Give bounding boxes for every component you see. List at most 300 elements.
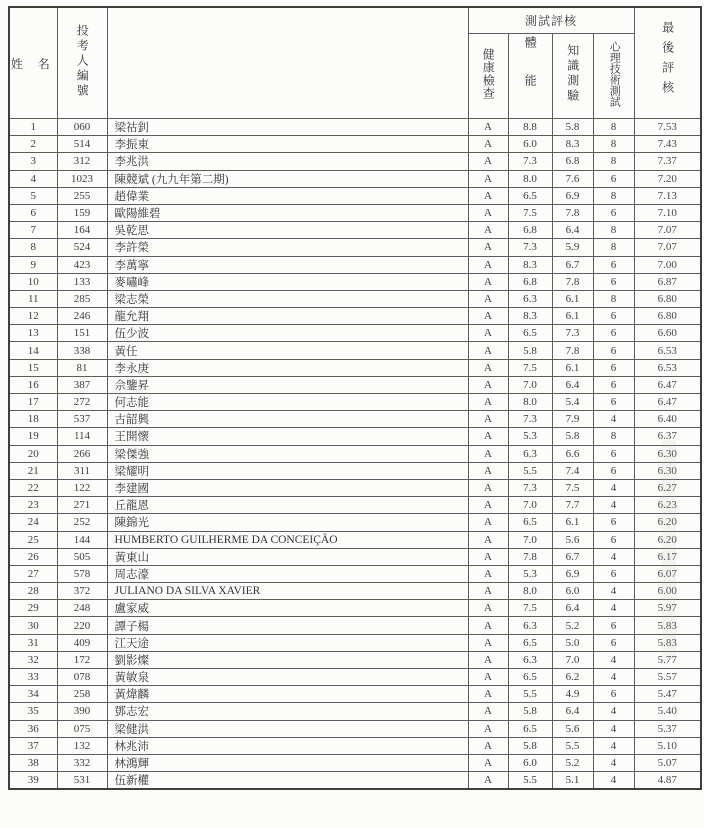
final-score-cell: 6.80 [634, 290, 701, 307]
knowledge-score-cell: 5.2 [552, 754, 593, 771]
candidate-id-cell: 144 [57, 531, 107, 548]
knowledge-score-cell: 7.9 [552, 411, 593, 428]
table-row [9, 428, 701, 445]
row-number-cell: 9 [9, 256, 57, 273]
table-row [9, 359, 701, 376]
psych-score-cell: 4 [593, 754, 634, 771]
psych-score-cell: 6 [593, 342, 634, 359]
final-score-cell: 6.47 [634, 394, 701, 411]
results-table [8, 6, 702, 790]
final-score-cell: 7.07 [634, 222, 701, 239]
table-row [9, 651, 701, 668]
final-score-cell: 7.43 [634, 136, 701, 153]
knowledge-score-cell: 7.0 [552, 651, 593, 668]
physical-score-cell: 7.3 [508, 411, 552, 428]
final-score-cell: 7.20 [634, 170, 701, 187]
health-check-cell: A [468, 600, 508, 617]
table-row [9, 754, 701, 771]
row-number-cell: 5 [9, 187, 57, 204]
row-number-cell: 22 [9, 479, 57, 496]
health-check-cell: A [468, 290, 508, 307]
physical-score-cell: 7.0 [508, 531, 552, 548]
final-score-cell: 6.37 [634, 428, 701, 445]
psych-score-cell: 6 [593, 273, 634, 290]
candidate-id-cell: 537 [57, 411, 107, 428]
psych-score-cell: 8 [593, 428, 634, 445]
health-check-cell: A [468, 548, 508, 565]
candidate-id-cell: 248 [57, 600, 107, 617]
table-row [9, 445, 701, 462]
knowledge-score-cell: 7.5 [552, 479, 593, 496]
health-check-cell: A [468, 256, 508, 273]
psych-score-cell: 4 [593, 411, 634, 428]
health-check-cell: A [468, 153, 508, 170]
candidate-id-cell: 285 [57, 290, 107, 307]
candidate-id-cell: 409 [57, 634, 107, 651]
table-row [9, 308, 701, 325]
candidate-id-cell: 578 [57, 565, 107, 582]
final-score-cell: 6.07 [634, 565, 701, 582]
final-score-cell: 6.40 [634, 411, 701, 428]
header-name-label: 姓 名 [10, 56, 56, 71]
health-check-cell: A [468, 136, 508, 153]
psych-score-cell: 8 [593, 290, 634, 307]
header-health-check-label: 健康檢查 [481, 48, 496, 100]
header-physical [508, 34, 552, 119]
final-score-cell: 6.80 [634, 308, 701, 325]
table-row [9, 187, 701, 204]
psych-score-cell: 6 [593, 634, 634, 651]
header-name [9, 7, 57, 119]
psych-score-cell: 6 [593, 462, 634, 479]
final-score-cell: 5.57 [634, 669, 701, 686]
physical-score-cell: 8.3 [508, 256, 552, 273]
final-score-cell: 7.07 [634, 239, 701, 256]
row-number-cell: 29 [9, 600, 57, 617]
header-psych-test [593, 34, 634, 119]
name-cell: 古韶興 [107, 411, 468, 428]
table-row [9, 256, 701, 273]
health-check-cell: A [468, 445, 508, 462]
final-score-cell: 4.87 [634, 772, 701, 790]
physical-score-cell: 7.0 [508, 376, 552, 393]
header-psych-test-label: 心理技術測試 [608, 41, 621, 107]
table-header [9, 7, 701, 119]
physical-score-cell: 8.8 [508, 119, 552, 136]
row-number-cell: 10 [9, 273, 57, 290]
psych-score-cell: 4 [593, 583, 634, 600]
table-row [9, 669, 701, 686]
name-cell: 黃東山 [107, 548, 468, 565]
row-number-cell: 36 [9, 720, 57, 737]
row-number-cell: 26 [9, 548, 57, 565]
knowledge-score-cell: 6.0 [552, 583, 593, 600]
name-cell: 伍新權 [107, 772, 468, 790]
knowledge-score-cell: 6.9 [552, 187, 593, 204]
knowledge-score-cell: 5.8 [552, 119, 593, 136]
final-score-cell: 6.30 [634, 462, 701, 479]
psych-score-cell: 4 [593, 737, 634, 754]
knowledge-score-cell: 8.3 [552, 136, 593, 153]
name-cell: 歐陽維碧 [107, 204, 468, 221]
health-check-cell: A [468, 479, 508, 496]
psych-score-cell: 4 [593, 720, 634, 737]
physical-score-cell: 7.5 [508, 359, 552, 376]
candidate-id-cell: 255 [57, 187, 107, 204]
name-cell: 黃煒麟 [107, 686, 468, 703]
physical-score-cell: 7.0 [508, 497, 552, 514]
psych-score-cell: 4 [593, 651, 634, 668]
psych-score-cell: 6 [593, 325, 634, 342]
knowledge-score-cell: 6.7 [552, 548, 593, 565]
physical-score-cell: 6.5 [508, 325, 552, 342]
physical-score-cell: 7.5 [508, 204, 552, 221]
physical-score-cell: 6.8 [508, 273, 552, 290]
physical-score-cell: 6.3 [508, 445, 552, 462]
row-number-cell: 18 [9, 411, 57, 428]
row-number-cell: 34 [9, 686, 57, 703]
physical-score-cell: 5.8 [508, 737, 552, 754]
psych-score-cell: 6 [593, 531, 634, 548]
candidate-id-cell: 220 [57, 617, 107, 634]
final-score-cell: 6.23 [634, 497, 701, 514]
knowledge-score-cell: 5.0 [552, 634, 593, 651]
final-score-cell: 7.13 [634, 187, 701, 204]
health-check-cell: A [468, 411, 508, 428]
knowledge-score-cell: 5.6 [552, 531, 593, 548]
name-cell: 陳錦光 [107, 514, 468, 531]
name-cell: 伍少波 [107, 325, 468, 342]
health-check-cell: A [468, 325, 508, 342]
candidate-id-cell: 164 [57, 222, 107, 239]
physical-score-cell: 5.3 [508, 428, 552, 445]
psych-score-cell: 6 [593, 170, 634, 187]
health-check-cell: A [468, 359, 508, 376]
knowledge-score-cell: 7.4 [552, 462, 593, 479]
header-knowledge [552, 34, 593, 119]
row-number-cell: 14 [9, 342, 57, 359]
name-cell: 梁耀明 [107, 462, 468, 479]
health-check-cell: A [468, 497, 508, 514]
row-number-cell: 31 [9, 634, 57, 651]
health-check-cell: A [468, 669, 508, 686]
row-number-cell: 20 [9, 445, 57, 462]
row-number-cell: 3 [9, 153, 57, 170]
row-number-cell: 23 [9, 497, 57, 514]
name-cell: 趙偉業 [107, 187, 468, 204]
physical-score-cell: 7.3 [508, 239, 552, 256]
knowledge-score-cell: 6.7 [552, 256, 593, 273]
table-row [9, 394, 701, 411]
psych-score-cell: 6 [593, 359, 634, 376]
physical-score-cell: 6.0 [508, 136, 552, 153]
header-health-check [468, 34, 508, 119]
table-row [9, 273, 701, 290]
table-row [9, 583, 701, 600]
name-cell: 林兆沛 [107, 737, 468, 754]
table-row [9, 600, 701, 617]
physical-score-cell: 8.3 [508, 308, 552, 325]
final-score-cell: 5.77 [634, 651, 701, 668]
psych-score-cell: 4 [593, 772, 634, 790]
table-body [9, 119, 701, 790]
final-score-cell: 6.87 [634, 273, 701, 290]
row-number-cell: 32 [9, 651, 57, 668]
table-row [9, 170, 701, 187]
knowledge-score-cell: 6.2 [552, 669, 593, 686]
name-cell: 林鴻輝 [107, 754, 468, 771]
header-final-score [634, 7, 701, 119]
psych-score-cell: 8 [593, 153, 634, 170]
health-check-cell: A [468, 170, 508, 187]
final-score-cell: 6.53 [634, 359, 701, 376]
final-score-cell: 5.47 [634, 686, 701, 703]
candidate-id-cell: 372 [57, 583, 107, 600]
table-row [9, 531, 701, 548]
health-check-cell: A [468, 772, 508, 790]
name-cell: 鄧志宏 [107, 703, 468, 720]
name-cell: 梁志榮 [107, 290, 468, 307]
table-row [9, 617, 701, 634]
physical-score-cell: 6.8 [508, 222, 552, 239]
knowledge-score-cell: 5.9 [552, 239, 593, 256]
table-row [9, 548, 701, 565]
health-check-cell: A [468, 703, 508, 720]
psych-score-cell: 8 [593, 136, 634, 153]
physical-score-cell: 6.5 [508, 669, 552, 686]
candidate-id-cell: 132 [57, 737, 107, 754]
psych-score-cell: 4 [593, 600, 634, 617]
row-number-cell: 28 [9, 583, 57, 600]
candidate-id-cell: 390 [57, 703, 107, 720]
health-check-cell: A [468, 428, 508, 445]
name-cell: 黃任 [107, 342, 468, 359]
physical-score-cell: 6.3 [508, 617, 552, 634]
row-number-cell: 16 [9, 376, 57, 393]
physical-score-cell: 5.3 [508, 565, 552, 582]
name-cell: JULIANO DA SILVA XAVIER [107, 583, 468, 600]
final-score-cell: 5.40 [634, 703, 701, 720]
knowledge-score-cell: 6.1 [552, 290, 593, 307]
psych-score-cell: 4 [593, 669, 634, 686]
final-score-cell: 6.20 [634, 531, 701, 548]
name-cell: 李永庚 [107, 359, 468, 376]
name-cell: 麥嘯峰 [107, 273, 468, 290]
name-cell: 何志能 [107, 394, 468, 411]
row-number-cell: 33 [9, 669, 57, 686]
psych-score-cell: 6 [593, 617, 634, 634]
table-row [9, 153, 701, 170]
physical-score-cell: 7.3 [508, 153, 552, 170]
header-physical-label: 體能 [523, 36, 538, 112]
health-check-cell: A [468, 617, 508, 634]
physical-score-cell: 5.8 [508, 342, 552, 359]
health-check-cell: A [468, 754, 508, 771]
psych-score-cell: 6 [593, 514, 634, 531]
table-row [9, 342, 701, 359]
header-candidate-no-label: 投考人編號 [75, 23, 90, 99]
table-row [9, 411, 701, 428]
physical-score-cell: 6.0 [508, 754, 552, 771]
candidate-id-cell: 060 [57, 119, 107, 136]
physical-score-cell: 8.0 [508, 394, 552, 411]
candidate-id-cell: 159 [57, 204, 107, 221]
candidate-id-cell: 266 [57, 445, 107, 462]
knowledge-score-cell: 7.8 [552, 204, 593, 221]
physical-score-cell: 5.8 [508, 703, 552, 720]
psych-score-cell: 8 [593, 119, 634, 136]
final-score-cell: 5.07 [634, 754, 701, 771]
candidate-id-cell: 272 [57, 394, 107, 411]
knowledge-score-cell: 6.4 [552, 376, 593, 393]
row-number-cell: 12 [9, 308, 57, 325]
physical-score-cell: 7.8 [508, 548, 552, 565]
candidate-id-cell: 1023 [57, 170, 107, 187]
candidate-id-cell: 075 [57, 720, 107, 737]
table-row [9, 720, 701, 737]
health-check-cell: A [468, 342, 508, 359]
table-row [9, 239, 701, 256]
table-row [9, 737, 701, 754]
final-score-cell: 7.37 [634, 153, 701, 170]
row-number-cell: 6 [9, 204, 57, 221]
table-row [9, 772, 701, 790]
health-check-cell: A [468, 737, 508, 754]
health-check-cell: A [468, 686, 508, 703]
table-row [9, 479, 701, 496]
table-row [9, 376, 701, 393]
physical-score-cell: 5.5 [508, 686, 552, 703]
psych-score-cell: 6 [593, 565, 634, 582]
name-cell: 佘鑒昇 [107, 376, 468, 393]
candidate-id-cell: 252 [57, 514, 107, 531]
candidate-id-cell: 311 [57, 462, 107, 479]
table-row [9, 325, 701, 342]
name-cell: 盧家威 [107, 600, 468, 617]
name-cell: 李萬寧 [107, 256, 468, 273]
name-cell: 丘龍恩 [107, 497, 468, 514]
health-check-cell: A [468, 634, 508, 651]
table-row [9, 565, 701, 582]
row-number-cell: 21 [9, 462, 57, 479]
final-score-cell: 5.83 [634, 634, 701, 651]
row-number-cell: 38 [9, 754, 57, 771]
row-number-cell: 27 [9, 565, 57, 582]
final-score-cell: 7.10 [634, 204, 701, 221]
physical-score-cell: 6.3 [508, 651, 552, 668]
knowledge-score-cell: 5.5 [552, 737, 593, 754]
final-score-cell: 6.00 [634, 583, 701, 600]
name-cell: 梁健洪 [107, 720, 468, 737]
name-cell: 梁祜釗 [107, 119, 468, 136]
knowledge-score-cell: 6.6 [552, 445, 593, 462]
knowledge-score-cell: 5.8 [552, 428, 593, 445]
candidate-id-cell: 505 [57, 548, 107, 565]
name-cell: 龍允翔 [107, 308, 468, 325]
row-number-cell: 7 [9, 222, 57, 239]
knowledge-score-cell: 7.7 [552, 497, 593, 514]
row-number-cell: 11 [9, 290, 57, 307]
row-number-cell: 2 [9, 136, 57, 153]
knowledge-score-cell: 6.1 [552, 514, 593, 531]
physical-score-cell: 8.0 [508, 583, 552, 600]
knowledge-score-cell: 6.4 [552, 703, 593, 720]
knowledge-score-cell: 7.3 [552, 325, 593, 342]
row-number-cell: 39 [9, 772, 57, 790]
health-check-cell: A [468, 204, 508, 221]
header-final-score-label: 最後評核 [660, 21, 675, 101]
health-check-cell: A [468, 651, 508, 668]
psych-score-cell: 6 [593, 376, 634, 393]
knowledge-score-cell: 7.6 [552, 170, 593, 187]
name-cell: 李許榮 [107, 239, 468, 256]
final-score-cell: 6.53 [634, 342, 701, 359]
candidate-id-cell: 338 [57, 342, 107, 359]
health-check-cell: A [468, 239, 508, 256]
physical-score-cell: 5.5 [508, 462, 552, 479]
health-check-cell: A [468, 462, 508, 479]
psych-score-cell: 8 [593, 187, 634, 204]
knowledge-score-cell: 7.8 [552, 342, 593, 359]
knowledge-score-cell: 5.6 [552, 720, 593, 737]
health-check-cell: A [468, 514, 508, 531]
health-check-cell: A [468, 720, 508, 737]
name-cell: 黃敏泉 [107, 669, 468, 686]
knowledge-score-cell: 6.4 [552, 600, 593, 617]
knowledge-score-cell: 6.8 [552, 153, 593, 170]
final-score-cell: 7.53 [634, 119, 701, 136]
candidate-id-cell: 258 [57, 686, 107, 703]
knowledge-score-cell: 5.2 [552, 617, 593, 634]
health-check-cell: A [468, 273, 508, 290]
health-check-cell: A [468, 119, 508, 136]
header-test-group: 測試評核 [468, 7, 634, 34]
table-row [9, 462, 701, 479]
row-number-cell: 1 [9, 119, 57, 136]
name-cell: 王開懷 [107, 428, 468, 445]
health-check-cell: A [468, 308, 508, 325]
candidate-id-cell: 122 [57, 479, 107, 496]
health-check-cell: A [468, 376, 508, 393]
psych-score-cell: 6 [593, 686, 634, 703]
physical-score-cell: 6.5 [508, 634, 552, 651]
header-blank [107, 7, 468, 119]
knowledge-score-cell: 6.1 [552, 308, 593, 325]
table-row [9, 204, 701, 221]
table-row [9, 290, 701, 307]
candidate-id-cell: 423 [57, 256, 107, 273]
candidate-id-cell: 332 [57, 754, 107, 771]
row-number-cell: 17 [9, 394, 57, 411]
table-row [9, 686, 701, 703]
final-score-cell: 5.97 [634, 600, 701, 617]
psych-score-cell: 8 [593, 222, 634, 239]
row-number-cell: 30 [9, 617, 57, 634]
psych-score-cell: 6 [593, 445, 634, 462]
knowledge-score-cell: 6.1 [552, 359, 593, 376]
final-score-cell: 6.60 [634, 325, 701, 342]
row-number-cell: 25 [9, 531, 57, 548]
candidate-id-cell: 524 [57, 239, 107, 256]
health-check-cell: A [468, 187, 508, 204]
psych-score-cell: 4 [593, 548, 634, 565]
final-score-cell: 5.37 [634, 720, 701, 737]
knowledge-score-cell: 5.1 [552, 772, 593, 790]
physical-score-cell: 5.5 [508, 772, 552, 790]
table-row [9, 497, 701, 514]
candidate-id-cell: 514 [57, 136, 107, 153]
final-score-cell: 5.83 [634, 617, 701, 634]
